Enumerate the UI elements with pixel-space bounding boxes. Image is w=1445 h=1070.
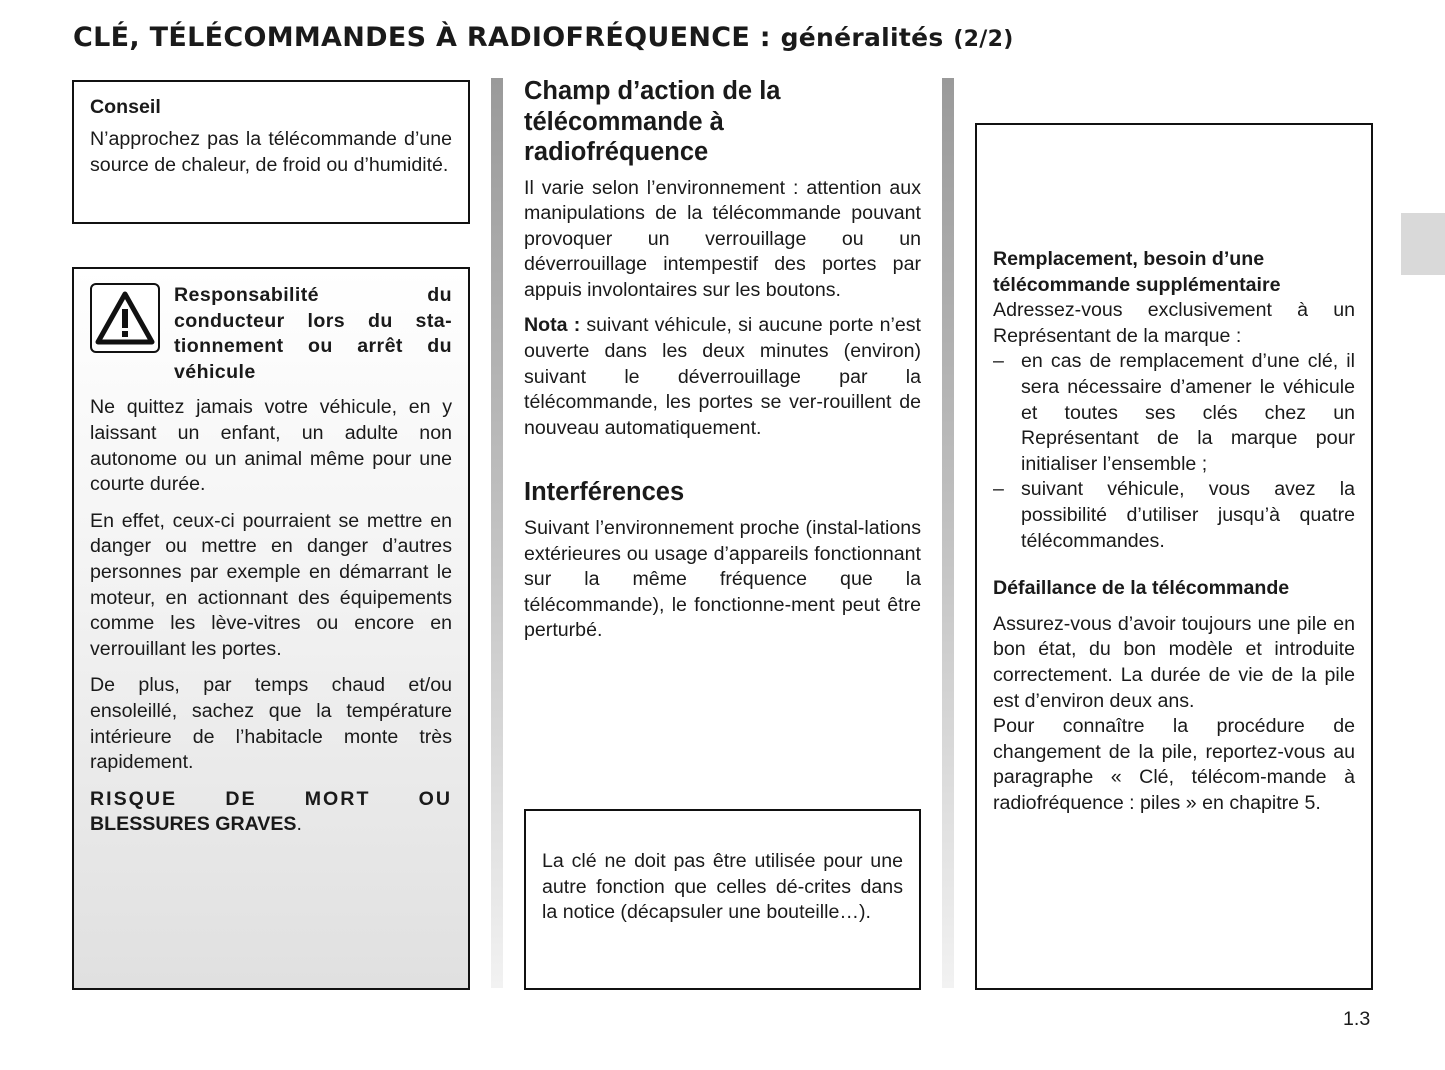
nota-label: Nota : (524, 314, 581, 337)
replacement-heading: Remplacement, besoin d’une télécommande supplémentaire (993, 248, 1281, 296)
replacement-intro: Adressez-vous exclusivement à un Représentant de la marque : (993, 299, 1355, 347)
title-main: CLÉ, TÉLÉCOMMANDES À RADIOFRÉQUENCE : (73, 22, 781, 53)
failure-paragraph-2: Pour connaître la procédure de changement de la pile, reportez-vous au paragraphe « Clé, télécom-mande à radiofréquence : piles » en chapitre 5. (993, 715, 1355, 814)
warning-box (72, 267, 470, 990)
title-suffix: généralités (780, 23, 944, 52)
risk-end: . (296, 813, 302, 836)
range-paragraph: Il varie selon l’environnement : attention aux manipulations de la télécommande pouvant provoquer un verrouillage ou un déverrouillage intempestif des portes par appuis involontaires sur les boutons. (524, 176, 921, 301)
replacement-box (975, 123, 1373, 990)
failure-paragraph-1: Assurez-vous d’avoir toujours une pile en bon état, du bon modèle et introduite correctement. La durée de vie de la pile est d’environ deux ans. (993, 612, 1355, 712)
interference-heading: Interférences (524, 478, 685, 507)
nota-text: suivant véhicule, si aucune porte n’est ouverte dans les deux minutes (environ) suivant le déverrouillage par la télécommande, les portes se ver-rouillent de nouveau automatiquement. (524, 314, 921, 439)
interference-paragraph: Suivant l’environnement proche (instal-lations extérieures ou usage d’appareils fonctionnant sur la même fréquence que la télécommande), le fonctionne-ment peut être perturbé. (524, 516, 921, 642)
warning-triangle-icon (90, 283, 160, 353)
warning-paragraph-3: De plus, par temps chaud et/ou ensoleillé, sachez que la température intérieure de l’habitacle monte très rapidement. (90, 674, 452, 774)
warning-header (90, 283, 452, 385)
middle-column (524, 76, 921, 654)
risk-line-1: RISQUE DE MORT OU (90, 787, 452, 810)
list-dash: – (993, 350, 1004, 373)
list-item (993, 349, 1355, 477)
page-number: 1.3 (1343, 1008, 1371, 1030)
list-item (993, 477, 1355, 554)
advice-text: N’approchez pas la télécommande d’une source de chaleur, de froid ou d’humidité. (90, 128, 452, 176)
page-title (73, 22, 1014, 53)
key-usage-note-box (524, 809, 921, 990)
warning-paragraph-2: En effet, ceux-ci pourraient se mettre en danger ou mettre en danger d’autres personnes par exemple en démarrant le moteur, en actionnant des équipements comme les lève-vitres ou encore en verrouillant les portes. (90, 509, 452, 660)
list-item-text: en cas de remplacement d’une clé, il sera nécessaire d’amener le véhicule et toutes ses clés chez un Représentant de la marque pour initialiser l’ensemble ; (1021, 350, 1355, 475)
advice-box (72, 80, 470, 224)
column-separator-left (491, 78, 503, 988)
column-separator-right (942, 78, 954, 988)
range-heading: Champ d’action de la télécommande à radiofréquence (524, 77, 781, 166)
failure-heading: Défaillance de la télécommande (993, 577, 1290, 600)
warning-paragraph-1: Ne quittez jamais votre véhicule, en y laissant un enfant, un adulte non autonome ou un animal même pour une courte durée. (90, 396, 452, 496)
list-dash: – (993, 478, 1004, 501)
range-nota (524, 313, 921, 441)
advice-heading: Conseil (90, 96, 161, 118)
warning-title: Responsabilité du conducteur lors du sta-tionnement ou arrêt du véhicule (174, 284, 452, 383)
risk-statement (90, 787, 452, 838)
key-usage-note: La clé ne doit pas être utilisée pour une autre fonction que celles dé-crites dans la notice (décapsuler une bouteille…). (542, 850, 903, 924)
chapter-tab-marker (1401, 213, 1445, 275)
list-item-text: suivant véhicule, vous avez la possibilité d’utiliser jusqu’à quatre télécommandes. (1021, 478, 1355, 552)
risk-line-2: BLESSURES GRAVES (90, 813, 297, 836)
title-page-indicator: (2/2) (953, 27, 1014, 52)
